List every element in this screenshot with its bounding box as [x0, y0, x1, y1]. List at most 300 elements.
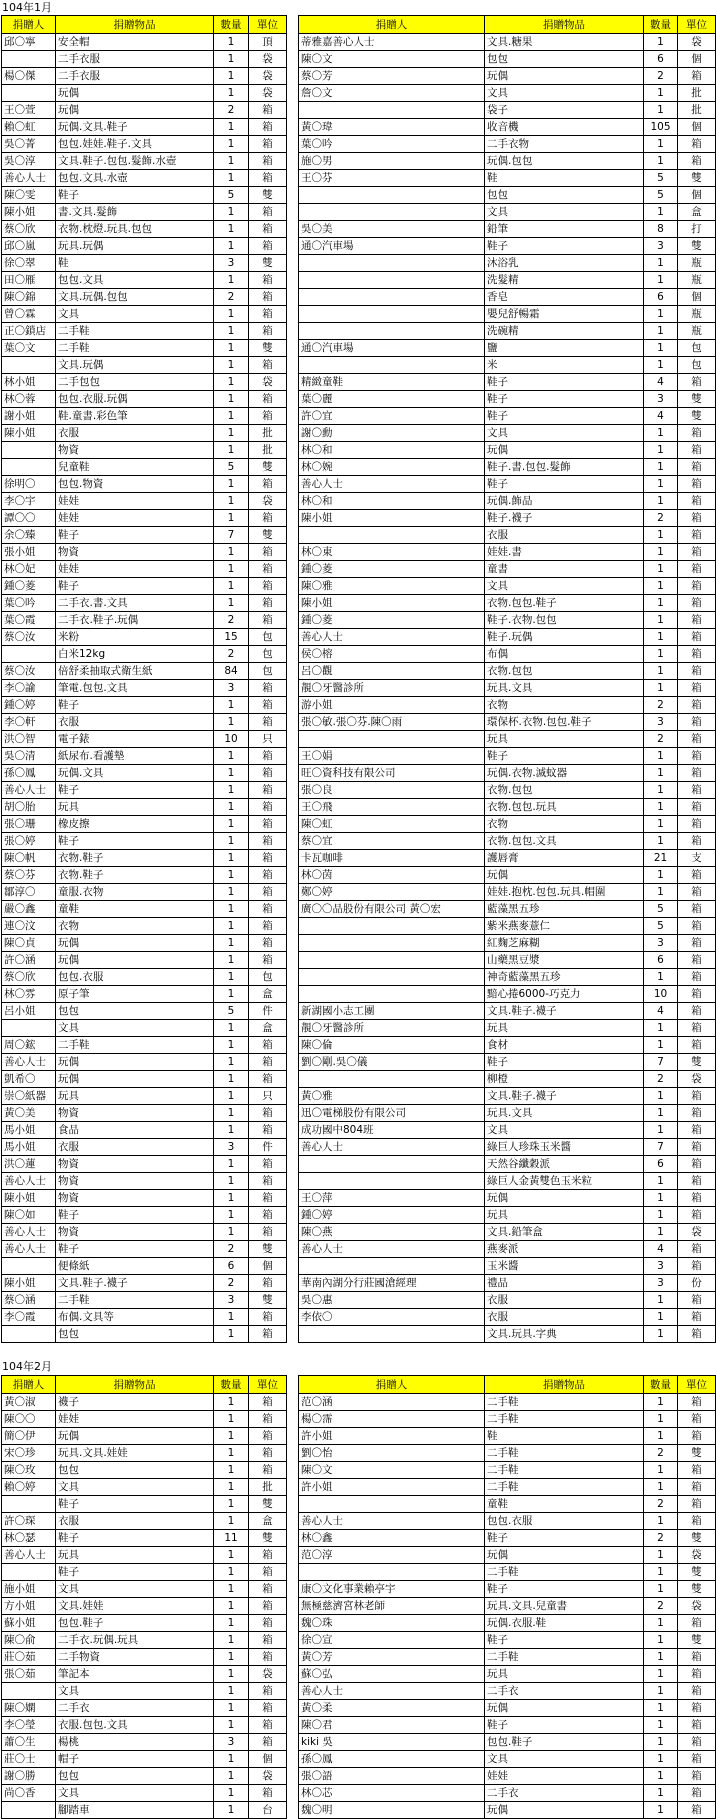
item-cell: 衣物.包包	[485, 782, 644, 799]
table-row	[299, 697, 716, 714]
item-cell: 布偶.文具等	[56, 1309, 214, 1326]
unit-cell: 批	[678, 102, 716, 119]
unit-cell: 雙	[249, 1292, 287, 1309]
qty-cell: 1	[644, 1105, 678, 1122]
qty-cell: 2	[644, 510, 678, 527]
donor-cell: 譚〇〇	[2, 510, 56, 527]
qty-cell: 2	[644, 1445, 678, 1462]
unit-cell: 瓶	[678, 323, 716, 340]
unit-cell: 袋	[249, 374, 287, 391]
table-row	[299, 1394, 716, 1411]
unit-cell: 箱	[678, 510, 716, 527]
qty-cell: 1	[644, 493, 678, 510]
donor-cell	[299, 1564, 485, 1581]
donor-cell: 洪〇蓮	[2, 1156, 56, 1173]
unit-cell: 箱	[678, 663, 716, 680]
table-row	[299, 935, 716, 952]
qty-cell: 1	[644, 680, 678, 697]
qty-cell: 1	[644, 1411, 678, 1428]
unit-cell: 箱	[249, 1071, 287, 1088]
donor-cell: 許〇涵	[2, 952, 56, 969]
donor-cell	[299, 1326, 485, 1343]
unit-cell: 箱	[678, 1649, 716, 1666]
donor-cell: kiki 吳	[299, 1734, 485, 1751]
donor-cell: 張〇珊	[2, 816, 56, 833]
donor-cell: 林〇芯	[299, 1785, 485, 1802]
donor-cell: 吳〇菁	[2, 136, 56, 153]
unit-cell: 箱	[678, 1496, 716, 1513]
table-row	[2, 527, 287, 544]
unit-cell: 雙	[249, 1241, 287, 1258]
donor-cell	[2, 1326, 56, 1343]
donor-cell: 曾〇霖	[2, 306, 56, 323]
donor-cell: 陳〇燕	[299, 1224, 485, 1241]
table-row	[2, 357, 287, 374]
donation-table-left	[1, 15, 287, 1343]
table-row	[299, 884, 716, 901]
item-cell: 鞋子	[56, 1241, 214, 1258]
qty-cell: 1	[214, 425, 249, 442]
unit-cell: 雙	[249, 1496, 287, 1513]
qty-cell: 3	[644, 1258, 678, 1275]
item-cell: 童鞋	[485, 1496, 644, 1513]
unit-cell: 箱	[249, 1445, 287, 1462]
donor-cell: 蔡〇汝	[2, 663, 56, 680]
table-row	[2, 714, 287, 731]
item-cell: 包包.文具	[56, 272, 214, 289]
donor-cell: 善心人士	[299, 1513, 485, 1530]
table-row	[2, 1768, 287, 1785]
qty-cell: 1	[214, 1173, 249, 1190]
table-row	[299, 1700, 716, 1717]
qty-cell: 1	[214, 1581, 249, 1598]
unit-cell: 箱	[678, 1411, 716, 1428]
qty-cell: 1	[214, 561, 249, 578]
unit-cell: 箱	[678, 1190, 716, 1207]
table-row	[2, 102, 287, 119]
unit-cell: 包	[678, 340, 716, 357]
donor-cell: 鍾〇婷	[299, 1207, 485, 1224]
item-cell: 童鞋	[56, 901, 214, 918]
item-cell: 洗髮精	[485, 272, 644, 289]
donor-cell: 張〇語	[299, 1768, 485, 1785]
unit-cell: 箱	[678, 714, 716, 731]
table-row	[2, 493, 287, 510]
donor-cell: 徐〇宣	[299, 1632, 485, 1649]
unit-cell: 只	[249, 1088, 287, 1105]
qty-cell: 1	[214, 1054, 249, 1071]
qty-cell: 1	[644, 85, 678, 102]
donor-cell: 胡〇胎	[2, 799, 56, 816]
table-row	[2, 1003, 287, 1020]
item-cell: 鞋子	[56, 1564, 214, 1581]
donor-cell: 蘇小姐	[2, 1615, 56, 1632]
unit-cell: 箱	[678, 731, 716, 748]
qty-cell: 1	[644, 544, 678, 561]
item-cell: 二手衣	[56, 1700, 214, 1717]
item-cell: 山藥黑豆漿	[485, 952, 644, 969]
donor-cell	[2, 1496, 56, 1513]
qty-cell: 1	[214, 1666, 249, 1683]
donor-cell: 黃〇柔	[299, 1700, 485, 1717]
item-cell: 綠巨人珍珠玉米醬	[485, 1139, 644, 1156]
qty-cell: 3	[644, 238, 678, 255]
table-row	[2, 680, 287, 697]
item-cell: 衣服	[56, 1513, 214, 1530]
unit-cell: 箱	[678, 986, 716, 1003]
qty-cell: 1	[214, 34, 249, 51]
donor-cell: 黃〇美	[2, 1105, 56, 1122]
item-cell: 衣物.包包.玩具	[485, 799, 644, 816]
item-cell: 包包	[485, 51, 644, 68]
unit-cell: 個	[249, 1751, 287, 1768]
table-row	[2, 1785, 287, 1802]
table-row	[299, 612, 716, 629]
unit-cell: 箱	[249, 1581, 287, 1598]
item-cell: 包包	[485, 187, 644, 204]
qty-cell: 1	[214, 1683, 249, 1700]
unit-cell: 頂	[249, 34, 287, 51]
table-row	[2, 272, 287, 289]
unit-cell: 件	[249, 1139, 287, 1156]
table-row	[299, 867, 716, 884]
unit-cell: 箱	[678, 969, 716, 986]
donor-cell	[2, 1564, 56, 1581]
unit-cell: 箱	[678, 68, 716, 85]
unit-cell: 箱	[678, 697, 716, 714]
table-row	[2, 612, 287, 629]
table-row	[2, 1054, 287, 1071]
unit-cell: 箱	[249, 1632, 287, 1649]
item-cell: 文具.鞋子.襪子	[56, 1275, 214, 1292]
qty-cell: 2	[644, 1496, 678, 1513]
table-row	[2, 238, 287, 255]
table-row	[299, 238, 716, 255]
table-row	[299, 1139, 716, 1156]
table-row	[299, 51, 716, 68]
item-cell: 玩具	[56, 1547, 214, 1564]
qty-cell: 1	[644, 204, 678, 221]
qty-cell: 3	[214, 1734, 249, 1751]
table-row	[299, 1768, 716, 1785]
table-row	[2, 816, 287, 833]
donor-cell: 林〇雰	[2, 986, 56, 1003]
donor-cell: 黃〇雅	[299, 1088, 485, 1105]
qty-cell: 1	[214, 51, 249, 68]
unit-cell: 箱	[249, 1717, 287, 1734]
unit-cell: 袋	[249, 68, 287, 85]
qty-cell: 1	[644, 1683, 678, 1700]
donor-cell: 蔡〇宜	[299, 833, 485, 850]
item-cell: 鞋子	[485, 1581, 644, 1598]
unit-cell: 箱	[678, 1700, 716, 1717]
qty-cell: 1	[644, 1802, 678, 1819]
donor-cell: 許小姐	[299, 1428, 485, 1445]
item-cell: 鞋	[56, 255, 214, 272]
unit-cell: 箱	[678, 765, 716, 782]
qty-cell: 1	[214, 1802, 249, 1819]
table-row	[299, 748, 716, 765]
table-row	[299, 595, 716, 612]
item-cell: 二手物資	[56, 1649, 214, 1666]
table-row	[299, 204, 716, 221]
table-row	[299, 323, 716, 340]
qty-cell: 1	[644, 765, 678, 782]
unit-cell: 雙	[249, 527, 287, 544]
table-row	[299, 510, 716, 527]
table-row	[2, 1445, 287, 1462]
qty-cell: 1	[644, 1751, 678, 1768]
donor-cell: 徐〇翠	[2, 255, 56, 272]
qty-cell: 1	[214, 1326, 249, 1343]
unit-cell: 雙	[678, 170, 716, 187]
item-cell: 玩偶.文具	[56, 765, 214, 782]
donor-cell: 連〇汶	[2, 918, 56, 935]
qty-cell: 6	[644, 289, 678, 306]
unit-cell: 箱	[678, 527, 716, 544]
unit-cell: 箱	[678, 918, 716, 935]
unit-cell: 箱	[249, 782, 287, 799]
unit-cell: 箱	[249, 1394, 287, 1411]
unit-cell: 箱	[678, 595, 716, 612]
item-cell: 玩偶.衣物.滅蚊器	[485, 765, 644, 782]
item-cell: 鞋.童書.彩色筆	[56, 408, 214, 425]
qty-cell: 1	[214, 1105, 249, 1122]
unit-cell: 箱	[249, 1156, 287, 1173]
table-row	[299, 68, 716, 85]
donor-cell: 成功國中804班	[299, 1122, 485, 1139]
donor-cell: 范〇淳	[299, 1547, 485, 1564]
donor-cell: 呂〇觀	[299, 663, 485, 680]
donor-cell: 陳〇文	[299, 1462, 485, 1479]
unit-cell: 盒	[249, 986, 287, 1003]
table-row	[299, 1326, 716, 1343]
donor-cell: 陳〇錦	[2, 289, 56, 306]
table-row	[2, 1258, 287, 1275]
table-row	[2, 1479, 287, 1496]
item-cell: 玩偶	[56, 952, 214, 969]
item-cell: 玩偶.飾品	[485, 493, 644, 510]
donor-cell: 陳〇文	[299, 51, 485, 68]
donor-cell: 善心人士	[2, 1547, 56, 1564]
qty-cell: 3	[214, 255, 249, 272]
donor-cell: 黃〇芳	[299, 1649, 485, 1666]
qty-cell: 1	[644, 969, 678, 986]
item-cell: 娃娃	[56, 493, 214, 510]
table-row	[299, 1292, 716, 1309]
donor-cell: 吳〇清	[2, 748, 56, 765]
unit-cell: 雙	[249, 255, 287, 272]
donor-cell	[2, 459, 56, 476]
qty-cell: 1	[214, 765, 249, 782]
item-cell: 玩偶	[56, 1071, 214, 1088]
donor-cell: 通〇汽車場	[299, 238, 485, 255]
header-row	[299, 16, 716, 34]
donor-cell: 田〇雁	[2, 272, 56, 289]
donor-cell: 葉〇吟	[299, 136, 485, 153]
unit-cell: 箱	[249, 1411, 287, 1428]
table-row	[2, 425, 287, 442]
qty-cell: 6	[644, 51, 678, 68]
item-cell: 物資	[56, 1105, 214, 1122]
table-row	[2, 1751, 287, 1768]
item-cell: 收音機	[485, 119, 644, 136]
qty-cell: 5	[644, 901, 678, 918]
unit-cell: 箱	[678, 1292, 716, 1309]
item-cell: 文具	[485, 1122, 644, 1139]
qty-cell: 1	[644, 1513, 678, 1530]
qty-cell: 1	[644, 1326, 678, 1343]
donor-cell	[299, 255, 485, 272]
unit-cell: 箱	[249, 612, 287, 629]
donor-cell: 華南內湖分行莊國滄經理	[299, 1275, 485, 1292]
donor-cell: 無極慈濟宮林老師	[299, 1598, 485, 1615]
donor-cell: 劉〇怡	[299, 1445, 485, 1462]
donor-cell: 施〇男	[299, 153, 485, 170]
qty-cell: 1	[214, 595, 249, 612]
donor-cell: 施小姐	[2, 1581, 56, 1598]
donor-cell: 陳〇玫	[2, 1462, 56, 1479]
unit-cell: 包	[249, 646, 287, 663]
qty-cell: 6	[644, 1156, 678, 1173]
item-cell: 包包.衣服	[56, 969, 214, 986]
column-header-unit: 單位	[249, 16, 287, 34]
donor-cell: 鄒淳〇	[2, 884, 56, 901]
qty-cell: 1	[214, 357, 249, 374]
item-cell: 倍舒柔抽取式衛生紙	[56, 663, 214, 680]
item-cell: 物資	[56, 544, 214, 561]
table-row	[299, 391, 716, 408]
table-row	[299, 1479, 716, 1496]
item-cell: 禮品	[485, 1275, 644, 1292]
unit-cell: 雙	[678, 1530, 716, 1547]
table-row	[2, 884, 287, 901]
qty-cell: 1	[644, 425, 678, 442]
unit-cell: 支	[678, 850, 716, 867]
donation-table-right	[298, 1375, 716, 1819]
qty-cell: 1	[214, 1564, 249, 1581]
qty-cell: 1	[214, 1615, 249, 1632]
donor-cell: 洪〇智	[2, 731, 56, 748]
unit-cell: 箱	[678, 493, 716, 510]
qty-cell: 1	[214, 391, 249, 408]
item-cell: 鉛筆	[485, 221, 644, 238]
unit-cell: 箱	[678, 1785, 716, 1802]
donor-cell: 余〇臻	[2, 527, 56, 544]
item-cell: 安全帽	[56, 34, 214, 51]
unit-cell: 箱	[249, 1734, 287, 1751]
donor-cell: 嚴〇鑫	[2, 901, 56, 918]
item-cell: 藍藻黑五珍	[485, 901, 644, 918]
item-cell: 鞋子	[485, 238, 644, 255]
header-row	[2, 16, 287, 34]
item-cell: 鞋	[485, 1428, 644, 1445]
item-cell: 文具	[56, 1581, 214, 1598]
unit-cell: 瓶	[678, 306, 716, 323]
column-header-donor: 捐贈人	[299, 16, 485, 34]
item-cell: 衣服	[56, 714, 214, 731]
donor-cell: 崇〇紙器	[2, 1088, 56, 1105]
table-row	[2, 1802, 287, 1819]
table-row	[299, 102, 716, 119]
item-cell: 物資	[56, 1173, 214, 1190]
item-cell: 筆記本	[56, 1666, 214, 1683]
qty-cell: 3	[644, 714, 678, 731]
unit-cell: 批	[249, 442, 287, 459]
unit-cell: 箱	[678, 1683, 716, 1700]
table-row	[2, 561, 287, 578]
donor-cell: 善心人士	[299, 1241, 485, 1258]
unit-cell: 袋	[249, 1666, 287, 1683]
qty-cell: 1	[644, 629, 678, 646]
item-cell: 衣服	[485, 527, 644, 544]
qty-cell: 7	[644, 1139, 678, 1156]
donor-cell: 鄭〇婷	[299, 884, 485, 901]
table-row	[2, 1037, 287, 1054]
donor-cell: 林〇妃	[2, 561, 56, 578]
column-header-unit: 單位	[249, 1376, 287, 1394]
donor-cell	[2, 85, 56, 102]
item-cell: 鞋子.衣物.包包	[485, 612, 644, 629]
donor-cell: 莊〇士	[2, 1751, 56, 1768]
table-row	[299, 901, 716, 918]
donor-cell: 吳〇美	[299, 221, 485, 238]
column-header-item: 捐贈物品	[485, 1376, 644, 1394]
table-row	[2, 391, 287, 408]
unit-cell: 只	[249, 731, 287, 748]
donor-cell: 宋〇珍	[2, 1445, 56, 1462]
unit-cell: 箱	[678, 1462, 716, 1479]
qty-cell: 6	[644, 952, 678, 969]
item-cell: 文具	[56, 1479, 214, 1496]
qty-cell: 1	[214, 901, 249, 918]
item-cell: 玩偶	[485, 442, 644, 459]
donor-cell: 鍾〇菱	[2, 578, 56, 595]
table-row	[2, 663, 287, 680]
unit-cell: 包	[249, 629, 287, 646]
item-cell: 二手鞋	[56, 323, 214, 340]
donor-cell: 林小姐	[2, 374, 56, 391]
qty-cell: 1	[644, 1462, 678, 1479]
qty-cell: 1	[214, 1037, 249, 1054]
donor-cell: 許小姐	[299, 1479, 485, 1496]
item-cell: 文具.鞋子.襪子	[485, 1003, 644, 1020]
unit-cell: 箱	[249, 918, 287, 935]
item-cell: 文具.鞋子.襪子	[485, 1088, 644, 1105]
donor-cell: 陳〇俞	[2, 1632, 56, 1649]
table-row	[2, 629, 287, 646]
table-row	[2, 1156, 287, 1173]
table-row	[2, 901, 287, 918]
unit-cell: 箱	[249, 1224, 287, 1241]
unit-cell: 箱	[678, 799, 716, 816]
item-cell: 包包.文具.水壺	[56, 170, 214, 187]
qty-cell: 1	[214, 408, 249, 425]
donor-cell: 黃〇淑	[2, 1394, 56, 1411]
table-row	[299, 1462, 716, 1479]
table-row	[2, 1105, 287, 1122]
donor-cell: 葉〇霞	[2, 612, 56, 629]
donor-cell: 劉〇剛.吳〇儀	[299, 1054, 485, 1071]
qty-cell: 4	[644, 1003, 678, 1020]
unit-cell: 箱	[249, 391, 287, 408]
unit-cell: 箱	[249, 561, 287, 578]
donor-cell	[299, 935, 485, 952]
table-row	[2, 799, 287, 816]
item-cell: 娃娃	[56, 1411, 214, 1428]
donor-cell: 張〇良	[299, 782, 485, 799]
donor-cell: 王〇娟	[299, 748, 485, 765]
